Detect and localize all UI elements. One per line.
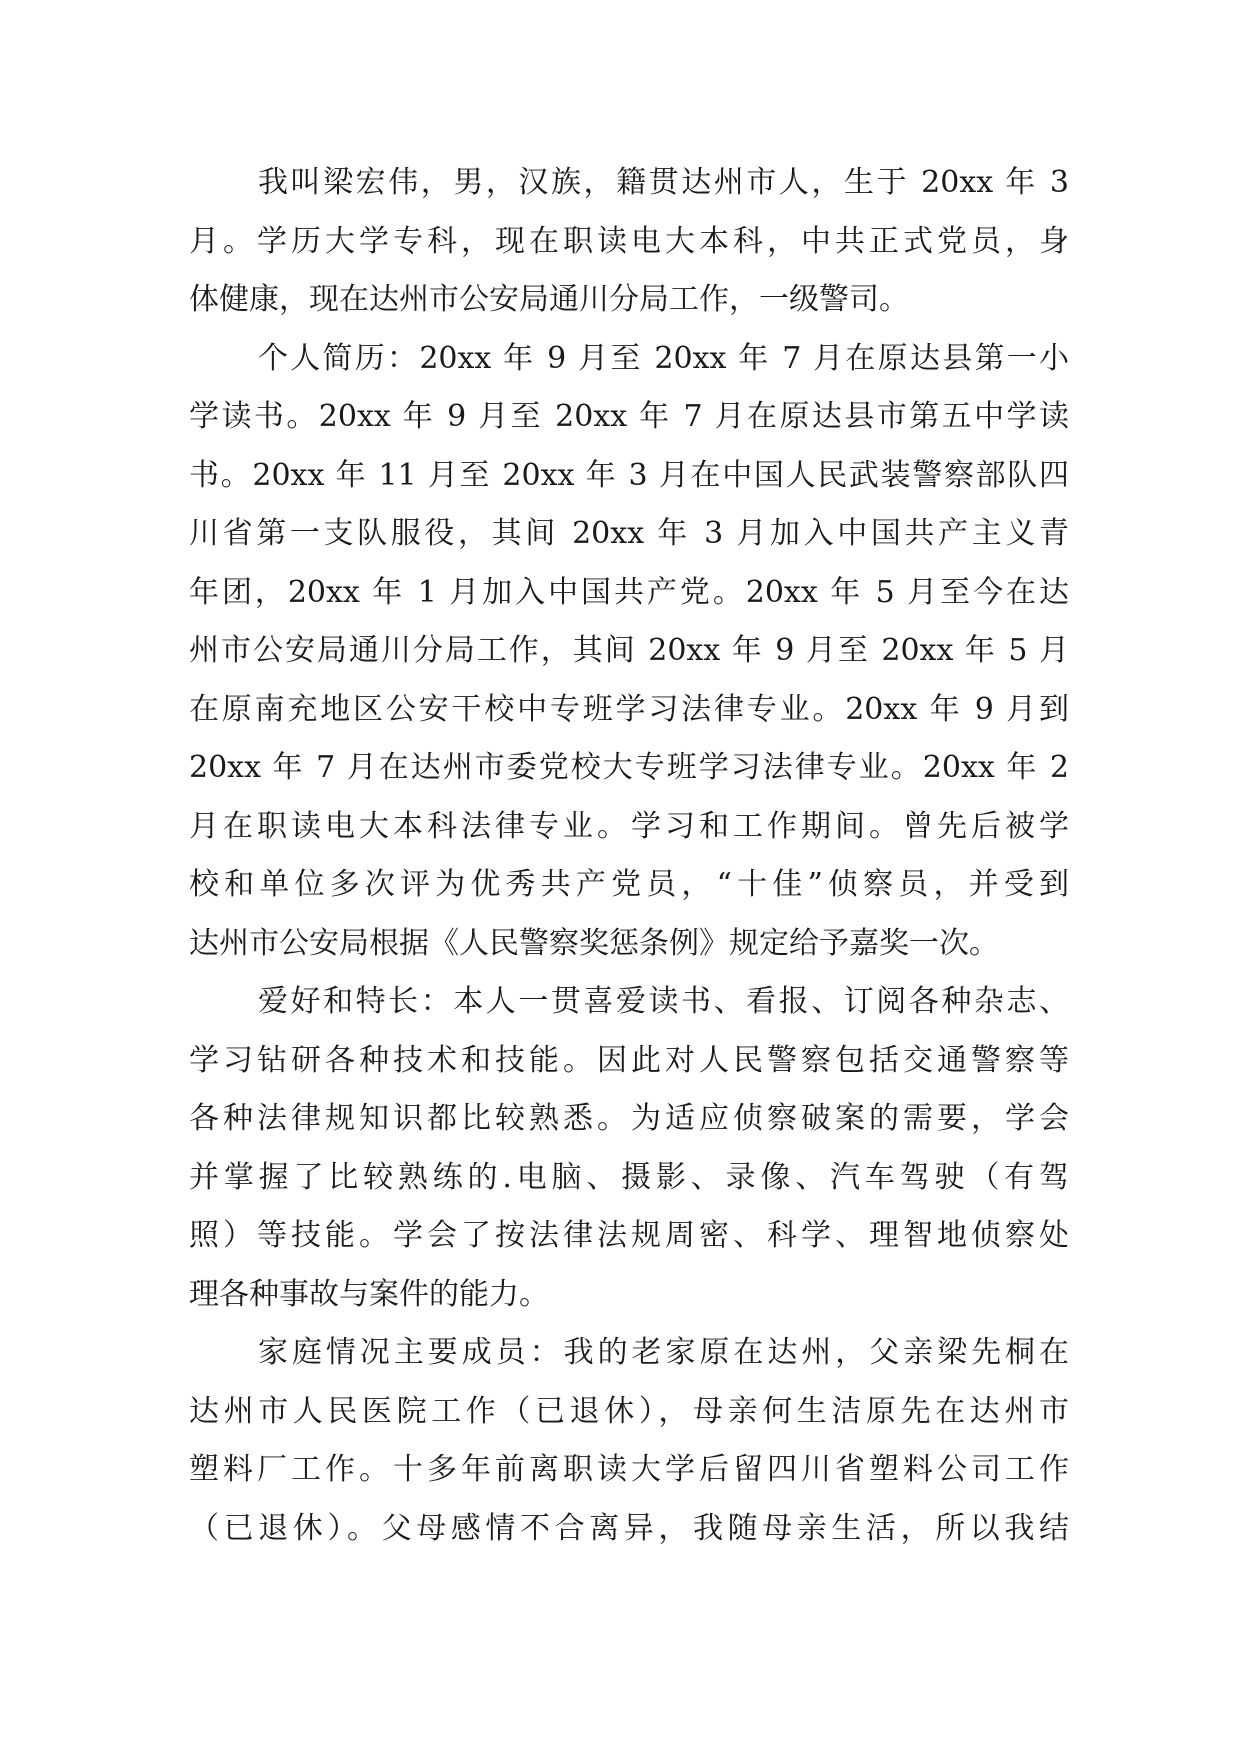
document-body xyxy=(189,154,1069,1558)
paragraph-hobbies xyxy=(189,973,1069,1324)
paragraph-family xyxy=(189,1324,1069,1558)
text-line: 书。20xx 年 11 月至 20xx 年 3 月在中国人民武装警察部队四 xyxy=(189,457,1069,493)
text-line: 并掌握了比较熟练的.电脑、摄影、录像、汽车驾驶（有驾 xyxy=(189,1159,1069,1195)
text-line: 月在职读电大本科法律专业。学习和工作期间。曾先后被学 xyxy=(189,808,1069,844)
text-line: 年团，20xx 年 1 月加入中国共产党。20xx 年 5 月至今在达 xyxy=(189,574,1069,610)
text-line: 川省第一支队服役，其间 20xx 年 3 月加入中国共产主义青 xyxy=(189,516,1069,551)
text-line: 爱好和特长：本人一贯喜爱读书、看报、订阅各种杂志、 xyxy=(258,984,1069,1019)
text-line: 照）等技能。学会了按法律法规周密、科学、理智地侦察处 xyxy=(189,1218,1069,1253)
text-line: 塑料厂工作。十多年前离职读大学后留四川省塑料公司工作 xyxy=(189,1452,1069,1487)
text-line: 达州市人民医院工作（已退休），母亲何生洁原先在达州市 xyxy=(189,1393,1069,1429)
text-line: 学习钻研各种技术和技能。因此对人民警察包括交通警察等 xyxy=(189,1042,1069,1078)
text-line: 家庭情况主要成员：我的老家原在达州，父亲梁先桐在 xyxy=(258,1335,1069,1370)
text-line: （已退休）。父母感情不合离异，我随母亲生活，所以我结 xyxy=(189,1510,1069,1546)
text-line: 在原南充地区公安干校中专班学习法律专业。20xx 年 9 月到 xyxy=(189,691,1069,727)
text-line: 体健康，现在达州市公安局通川分局工作，一级警司。 xyxy=(189,282,909,317)
text-line: 个人简历：20xx 年 9 月至 20xx 年 7 月在原达县第一小 xyxy=(258,340,1069,376)
text-line: 州市公安局通川分局工作，其间 20xx 年 9 月至 20xx 年 5 月 xyxy=(189,633,1069,668)
text-line: 20xx 年 7 月在达州市委党校大专班学习法律专业。20xx 年 2 xyxy=(189,750,1069,785)
text-line: 校和单位多次评为优秀共产党员，“十佳”侦察员，并受到 xyxy=(189,867,1069,902)
paragraph-resume xyxy=(189,330,1069,974)
text-line: 学读书。20xx 年 9 月至 20xx 年 7 月在原达县市第五中学读 xyxy=(189,399,1069,434)
text-line: 我叫梁宏伟，男，汉族，籍贯达州市人，生于 20xx 年 3 xyxy=(258,165,1069,200)
text-line: 理各种事故与案件的能力。 xyxy=(189,1276,549,1312)
text-line: 达州市公安局根据《人民警察奖惩条例》规定给予嘉奖一次。 xyxy=(189,925,999,961)
paragraph-personal-info xyxy=(189,154,1069,330)
text-line: 各种法律规知识都比较熟悉。为适应侦察破案的需要，学会 xyxy=(189,1101,1069,1136)
text-line: 月。学历大学专科，现在职读电大本科，中共正式党员，身 xyxy=(189,223,1069,259)
